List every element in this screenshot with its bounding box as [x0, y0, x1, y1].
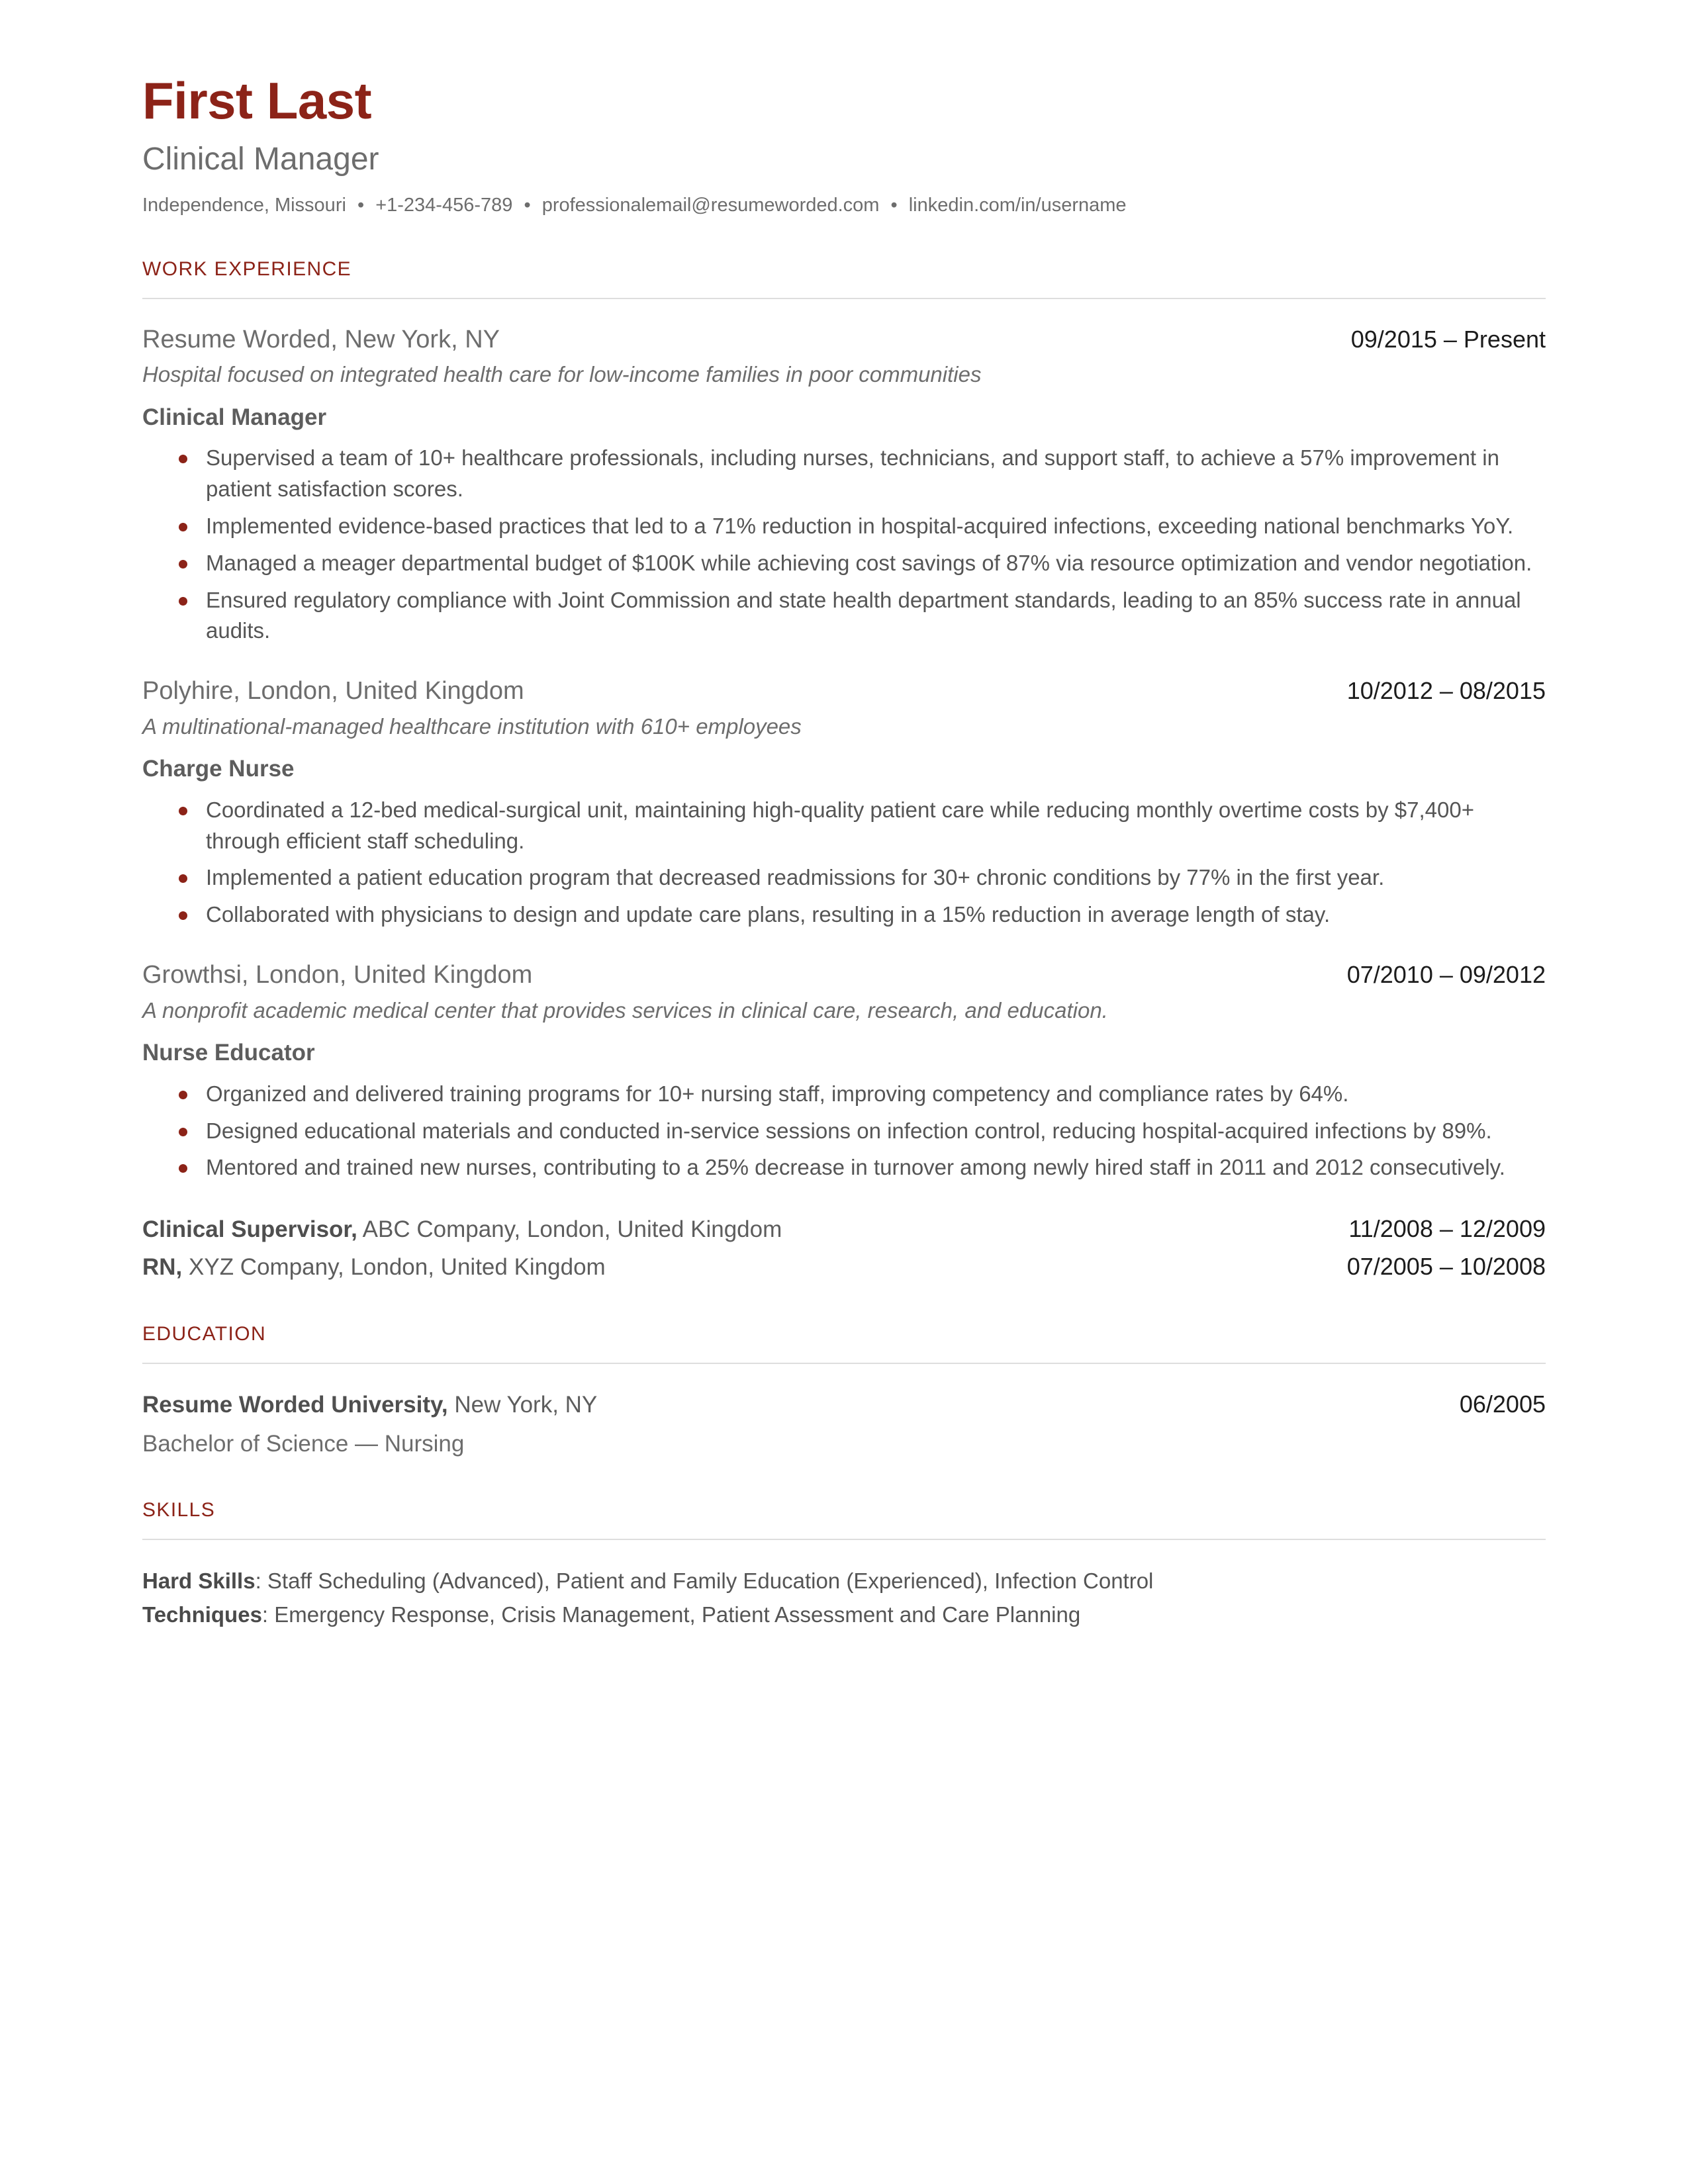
compact-experience-dates: 07/2005 – 10/2008 [1346, 1252, 1546, 1280]
compact-experience-dates: 11/2008 – 12/2009 [1348, 1215, 1546, 1243]
compact-experience-label [142, 1251, 606, 1283]
experience-dates: 09/2015 – Present [1350, 325, 1546, 353]
education-degree: Bachelor of Science — Nursing [142, 1431, 465, 1457]
bullet-dot-icon [179, 911, 187, 920]
experience-bullet [142, 548, 1546, 579]
contact-line [142, 193, 1546, 218]
contact-location: Independence, Missouri [142, 194, 346, 216]
skill-group-label: Techniques [142, 1602, 262, 1627]
section-skills [142, 1499, 1546, 1631]
experience-entry [142, 324, 1546, 647]
experience-bullet-text: Supervised a team of 10+ healthcare professionals, including nurses, technicians, and support staff, to achieve a 57% improvement in patient satisfaction scores. [206, 445, 1499, 501]
contact-linkedin[interactable]: linkedin.com/in/username [908, 194, 1127, 216]
compact-experience-label [142, 1214, 782, 1246]
experience-entry-header [142, 324, 1546, 356]
experience-entry-header [142, 676, 1546, 707]
contact-separator: • [890, 194, 898, 216]
contact-separator: • [524, 194, 531, 216]
compact-experience-row [142, 1250, 1546, 1283]
experience-bullet-list [142, 443, 1546, 647]
skill-group-values: Staff Scheduling (Advanced), Patient and Family Education (Experienced), Infection Control [267, 1569, 1154, 1594]
section-title-skills: SKILLS [142, 1499, 216, 1522]
skill-group-separator: : [255, 1569, 267, 1594]
experience-dates: 07/2010 – 09/2012 [1346, 961, 1546, 989]
section-divider [142, 1363, 1546, 1364]
education-school-line [142, 1389, 597, 1420]
experience-bullet [142, 443, 1546, 505]
education-location: New York, NY [447, 1391, 598, 1418]
experience-bullet-text: Managed a meager departmental budget of $100K while achieving cost savings of 87% via resource optimization and vendor negotiation. [206, 550, 1532, 575]
experience-bullet-text: Mentored and trained new nurses, contributing to a 25% decrease in turnover among newly hired staff in 2011 and 2012 consecutively. [206, 1155, 1505, 1180]
experience-bullet-text: Designed educational materials and conducted in-service sessions on infection control, reducing hospital-acquired infections by 89%. [206, 1118, 1492, 1143]
experience-bullet [142, 899, 1546, 931]
experience-bullet [142, 511, 1546, 542]
experience-bullet-text: Collaborated with physicians to design and update care plans, resulting in a 15% reduction in average length of stay. [206, 902, 1331, 927]
experience-bullet-text: Implemented evidence-based practices that led to a 71% reduction in hospital-acquired infections, exceeding national benchmarks YoY. [206, 513, 1514, 538]
contact-email[interactable]: professionalemail@resumeworded.com [541, 194, 880, 216]
experience-bullet-list [142, 795, 1546, 931]
education-school: Resume Worded University, [142, 1391, 448, 1418]
experience-bullet-list [142, 1079, 1546, 1184]
bullet-dot-icon [179, 597, 187, 606]
experience-entry [142, 960, 1546, 1183]
bullet-dot-icon [179, 1128, 187, 1136]
candidate-name: First Last [142, 71, 372, 130]
experience-bullet [142, 1116, 1546, 1147]
experience-bullet-text: Ensured regulatory compliance with Joint Commission and state health department standards, leading to an 85% success rate in annual audits. [206, 587, 1521, 643]
experience-bullet [142, 862, 1546, 893]
section-title-work-experience: WORK EXPERIENCE [142, 257, 352, 280]
experience-bullet-text: Implemented a patient education program that decreased readmissions for 30+ chronic conditions by 77% in the first year. [206, 865, 1385, 890]
experience-company: Growthsi, London, United Kingdom [142, 961, 533, 989]
experience-job-title: Nurse Educator [142, 1040, 315, 1066]
experience-company: Resume Worded, New York, NY [142, 325, 500, 353]
compact-job-title: Clinical Supervisor, [142, 1216, 357, 1243]
candidate-headline: Clinical Manager [142, 142, 379, 177]
experience-company-description: A nonprofit academic medical center that provides services in clinical care, research, and education. [142, 997, 1108, 1023]
section-education [142, 1323, 1546, 1460]
education-entry-header [142, 1389, 1546, 1420]
education-date: 06/2005 [1459, 1390, 1546, 1418]
compact-experience-list [142, 1212, 1546, 1283]
experience-bullet-text: Coordinated a 12-bed medical-surgical unit, maintaining high-quality patient care while reducing monthly overtime costs by $7,400+ through efficient staff scheduling. [206, 797, 1474, 853]
experience-entry-header [142, 960, 1546, 991]
experience-bullet [142, 795, 1546, 857]
education-entry [142, 1389, 1546, 1460]
experience-entry [142, 676, 1546, 931]
experience-job-title: Charge Nurse [142, 756, 295, 782]
experience-company-description: Hospital focused on integrated health care for low-income families in poor communities [142, 362, 982, 387]
compact-job-title: RN, [142, 1253, 183, 1280]
contact-phone[interactable]: +1-234-456-789 [375, 194, 513, 216]
bullet-dot-icon [179, 560, 187, 569]
resume-header [142, 73, 1546, 218]
skill-group-row [142, 1599, 1546, 1631]
skill-group-row [142, 1565, 1546, 1597]
bullet-dot-icon [179, 1091, 187, 1099]
bullet-dot-icon [179, 874, 187, 883]
bullet-dot-icon [179, 1164, 187, 1173]
bullet-dot-icon [179, 807, 187, 815]
section-divider [142, 298, 1546, 299]
bullet-dot-icon [179, 523, 187, 531]
skill-group-separator: : [261, 1602, 275, 1627]
experience-company-description: A multinational-managed healthcare institution with 610+ employees [142, 713, 802, 739]
bullet-dot-icon [179, 455, 187, 463]
contact-separator: • [357, 194, 365, 216]
experience-dates: 10/2012 – 08/2015 [1346, 677, 1546, 705]
section-divider [142, 1539, 1546, 1540]
skill-group-values: Emergency Response, Crisis Management, Patient Assessment and Care Planning [274, 1602, 1081, 1627]
experience-bullet [142, 1152, 1546, 1183]
experience-bullet [142, 1079, 1546, 1110]
compact-company: XYZ Company, London, United Kingdom [182, 1253, 606, 1280]
section-title-education: EDUCATION [142, 1322, 267, 1345]
section-work-experience [142, 258, 1546, 1283]
experience-bullet-text: Organized and delivered training programs for 10+ nursing staff, improving competency and compliance rates by 64%. [206, 1081, 1349, 1106]
compact-experience-row [142, 1212, 1546, 1246]
compact-company: ABC Company, London, United Kingdom [357, 1216, 782, 1243]
experience-job-title: Clinical Manager [142, 404, 327, 430]
experience-company: Polyhire, London, United Kingdom [142, 677, 524, 705]
skill-group-label: Hard Skills [142, 1569, 256, 1594]
experience-bullet [142, 585, 1546, 647]
